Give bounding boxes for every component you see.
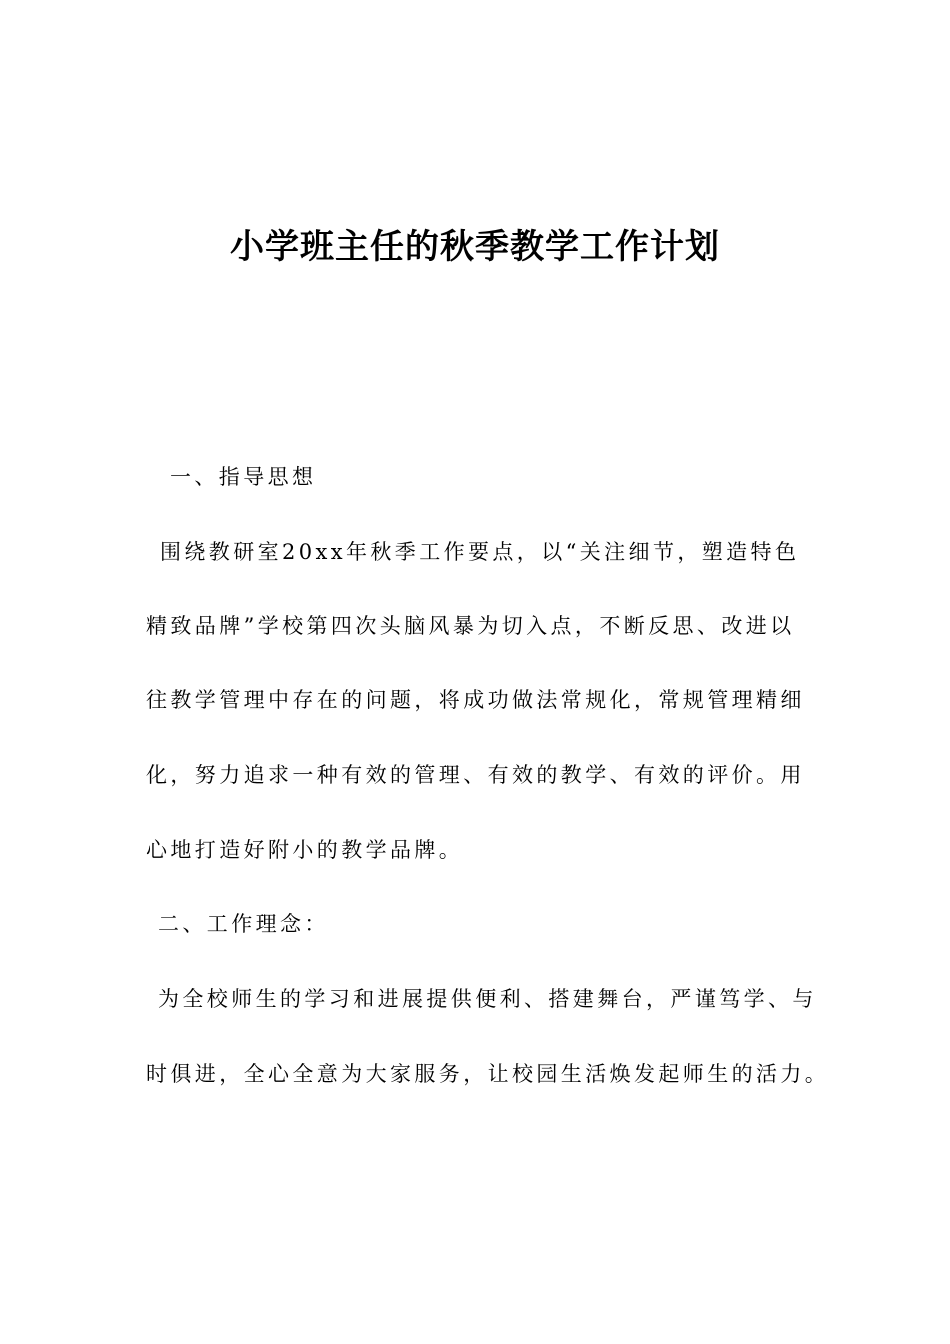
paragraph-line: 为全校师生的学习和进展提供便利、搭建舞台，严谨笃学、与 xyxy=(158,987,817,1011)
paragraph-line: 时俱进，全心全意为大家服务，让校园生活焕发起师生的活力。 xyxy=(146,1062,830,1086)
paragraph-line: 往教学管理中存在的问题，将成功做法常规化，常规管理精细 xyxy=(146,688,805,712)
section-heading-work-philosophy: 二、工作理念： xyxy=(158,912,329,936)
section-heading-guiding-ideology: 一、指导思想 xyxy=(170,465,317,489)
document-title: 小学班主任的秋季教学工作计划 xyxy=(230,227,720,267)
paragraph-line: 精致品牌”学校第四次头脑风暴为切入点，不断反思、改进以 xyxy=(146,614,795,638)
paragraph-line: 围绕教研室20xx年秋季工作要点，以“关注细节，塑造特色 xyxy=(160,540,800,564)
paragraph-line: 心地打造好附小的教学品牌。 xyxy=(146,838,464,862)
paragraph-line: 化，努力追求一种有效的管理、有效的教学、有效的评价。用 xyxy=(146,763,805,787)
